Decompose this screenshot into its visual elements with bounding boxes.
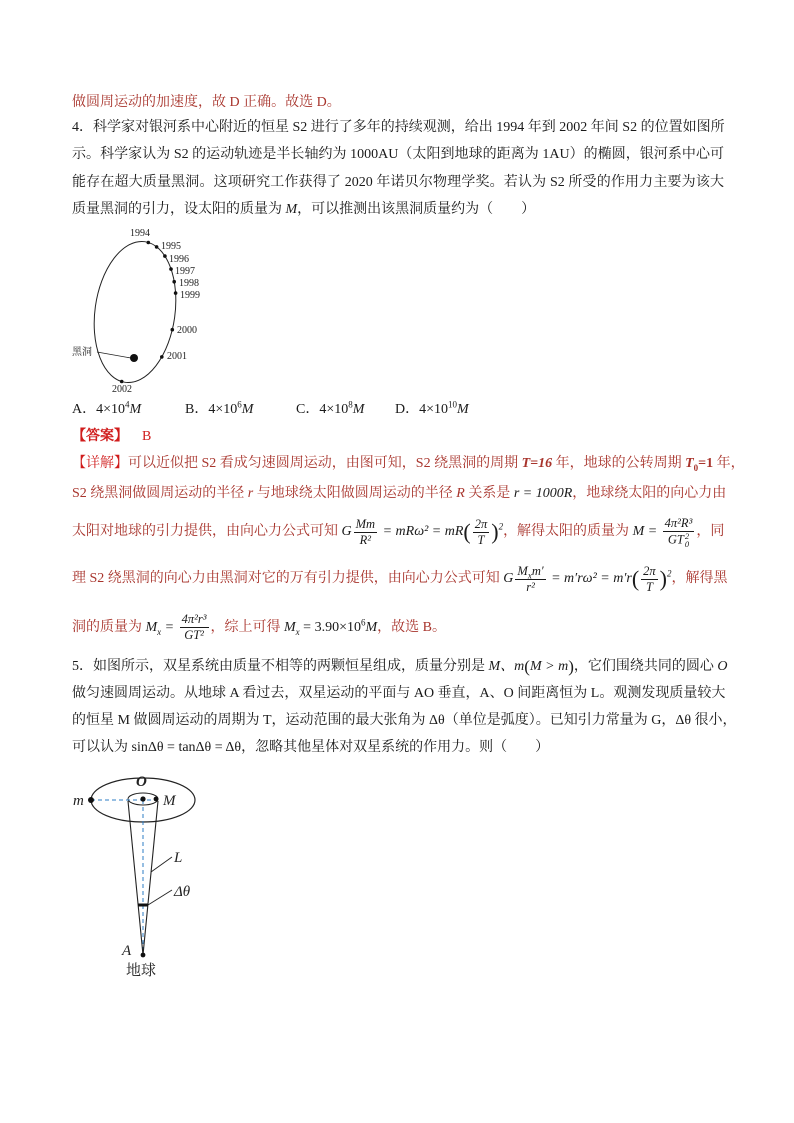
explanation-text: 太阳对地球的引力提供，由向心力公式可知 [72,524,342,540]
label-earth: 地球 [126,963,157,979]
mass-condition: M > m [529,659,569,675]
s2-position-dot-2002 [120,380,124,384]
numerator-rest: m′ [531,563,544,578]
black-hole-label: 黑洞 [72,347,92,358]
explanation-line-3 [72,512,724,552]
exponent: 6 [360,617,366,628]
mass-symbol: M [517,563,528,578]
gravity-constant: G [341,524,352,540]
paren-open: ( [463,519,471,544]
q4-text-line-4 [72,200,724,220]
option-exponent: 4 [125,399,130,410]
earth-period-symbol: T [685,456,694,471]
paren-open: ( [631,566,640,591]
option-unit: M [129,402,142,417]
s2-position-dot-1996 [163,254,167,258]
year-label-1998: 1998 [179,278,199,289]
explanation-text: ，综上可得 [210,620,284,635]
option-label: B． [185,402,209,417]
explanation-line-1 [72,454,745,474]
equation: = mRω² = mR [379,524,464,540]
denominator-text: GT [667,531,684,546]
gravity-constant: G [503,571,514,587]
numerator: 2π [474,516,488,531]
subscript: x [295,626,300,637]
q5-text-line-4: 可以认为 sinΔθ = tanΔθ = Δθ，忽略其他星体对双星系统的作用力。则（ ） [72,740,550,755]
explanation-text: 可以近似把 S2 看成匀速圆周运动，由图可知，S2 绕黑洞的周期 [128,456,522,471]
s2-orbit-figure [60,225,220,395]
label-M: M [163,793,176,809]
explanation-text: 理 S2 绕黑洞的向心力由黑洞对它的万有引力提供，由向心力公式可知 [72,571,504,587]
exponent: 2 [667,568,672,579]
sub-superscript [685,532,689,549]
radius-relation: r = 1000R [513,486,573,501]
s2-position-dot-1997 [169,267,173,271]
year-label-1995: 1995 [161,241,181,252]
option-value: 4×10 [319,402,349,417]
equation: M = [632,524,661,540]
year-label-1996: 1996 [169,254,189,265]
numerator: 4π²r³ [181,612,207,627]
fraction [354,517,377,548]
binary-star-figure [60,765,210,985]
numerator [515,564,545,580]
option-value: 4×10 [96,402,126,417]
explanation-text: ，解得黑 [671,571,728,587]
year-label-2000: 2000 [177,325,197,336]
period-value: T=16 [521,456,553,471]
paren-open: ( [524,657,530,676]
label-L: L [174,850,183,866]
option-value: 4×10 [419,402,449,417]
fraction [641,564,658,595]
year-label-2002: 2002 [112,384,132,395]
q5-text-line-2: 做匀速圆周运动。从地球 A 看过去，双星运动的平面与 AO 垂直，A、O 间距离恒为 L。观测发现质量较大 [72,686,726,701]
cone-left-line [128,801,143,955]
numerator: 4π²R³ [664,515,693,530]
explanation-text: ，同 [696,524,725,540]
cone-right-line [143,801,158,955]
explanation-text: 关系是 [464,486,514,501]
option-exponent: 8 [348,399,353,410]
mass-symbol: M [284,620,296,635]
center-O-dot [140,796,145,801]
explanation-text: S2 绕黑洞做圆周运动的半径 [72,486,248,501]
subscript: 0 [684,539,690,549]
subscript: x [157,626,162,637]
subscript: x [527,570,532,580]
denominator [663,532,695,549]
exponent: 2 [498,521,504,532]
option-b [185,400,253,420]
mass-vars: M、m [488,659,525,675]
explanation-text: ，故选 B。 [377,620,446,635]
option-unit: M [457,402,469,417]
fraction [663,516,695,549]
option-unit: M [241,402,254,417]
answer-tag: 【答案】 [72,429,128,444]
option-unit: M [352,402,365,417]
q5-text-line-1 [72,657,728,677]
year-label-1994: 1994 [130,228,150,239]
explanation-line-4 [72,559,728,599]
q5-text: ，它们围绕共同的圆心 [573,659,718,675]
earth-period-subscript: 0 [693,462,699,473]
numerator: Mm [355,516,376,531]
explanation-text: 与地球绕太阳做圆周运动的半径 [253,486,457,501]
denominator: T [645,579,653,594]
q4-text-line-3: 能存在超大质量黑洞。这项研究工作获得了 2020 年诺贝尔物理学奖。若认为 S2 所受的作用力主要为该大 [72,175,724,190]
mass-result: = 3.90×10 [299,620,361,635]
option-label: D． [395,402,420,417]
equation: = m′rω² = m′r [547,571,632,587]
earth-A-dot [141,953,146,958]
angle-leader-line [148,890,172,905]
q4-text: 质量黑洞的引力，设太阳的质量为 [72,202,286,217]
black-hole-leader-line [97,352,131,358]
earth-period-value: =1 [698,456,714,471]
s2-position-dot-1994 [147,241,151,245]
s2-position-dot-1998 [172,280,176,284]
center-O: O [717,659,728,675]
previous-answer-line: 做圆周运动的加速度，故 D 正确。故选 D。 [72,95,341,110]
year-label-1997: 1997 [175,266,195,277]
option-exponent: 6 [237,399,242,410]
q4-text-line-1: 4．科学家对银河系中心附近的恒星 S2 进行了多年的持续观测，给出 1994 年到 2002 年间 S2 的位置如图所 [72,120,725,135]
label-A: A [122,943,132,959]
year-label-2001: 2001 [167,351,187,362]
q4-var-M: M [285,202,298,217]
q5-text: 5．如图所示，双星系统由质量不相等的两颗恒星组成，质量分别是 [72,659,489,675]
L-leader-line [151,857,172,872]
fraction [515,564,545,595]
explanation-tag: 【详解】 [72,456,128,471]
option-label: C． [296,402,320,417]
var-R: R [456,486,465,501]
explanation-line-5 [72,608,724,648]
option-label: A． [72,402,97,417]
mass-symbol: M [145,620,158,635]
denominator: r² [526,579,535,594]
fraction [473,517,490,548]
option-a [72,400,141,420]
denominator: GT² [184,628,204,643]
label-O: O [136,774,147,790]
s2-position-dot-2000 [171,328,175,332]
option-exponent: 10 [448,399,458,410]
sun-mass-unit: M [365,620,378,635]
var-r: r [247,486,254,501]
s2-position-dot-2001 [160,355,164,359]
explanation-text: 年，地球的公转周期 [552,456,686,471]
star-M-dot [154,797,159,802]
q4-text-line-2: 示。科学家认为 S2 的运动轨迹是半长轴约为 1000AU（太阳到地球的距离为 1AU）的椭圆，银河系中心可 [72,147,724,162]
explanation-text: ，地球绕太阳的向心力由 [572,486,727,501]
explanation-text: 年， [713,456,745,471]
paren-close: ) [491,519,499,544]
fraction [180,612,209,643]
equation: = [161,620,178,635]
denominator: R² [359,532,372,547]
paren-close: ) [568,657,574,676]
option-c [296,400,364,420]
year-label-1999: 1999 [180,290,200,301]
star-m-dot [88,797,94,803]
label-angle: Δθ [174,884,191,900]
denominator: T [477,532,485,547]
answer-value: B [142,429,152,444]
s2-position-dot-1999 [174,291,178,295]
answer-line [72,427,724,447]
option-d [395,400,469,420]
label-m: m [73,793,84,809]
explanation-line-2 [72,484,727,504]
explanation-text: 洞的质量为 [72,620,146,635]
option-value: 4×10 [208,402,238,417]
black-hole-dot [130,354,138,362]
q4-text: ，可以推测出该黑洞质量约为（ ） [297,202,536,217]
s2-position-dot-1995 [155,245,159,249]
paren-close: ) [659,566,667,591]
q5-text-line-3: 的恒星 M 做圆周运动的周期为 T，运动范围的最大张角为 Δθ（单位是弧度）。已知引力常量为 G，Δθ 很小， [72,713,737,728]
numerator: 2π [643,563,656,578]
explanation-text: ，解得太阳的质量为 [503,524,633,540]
superscript: 2 [684,530,690,541]
